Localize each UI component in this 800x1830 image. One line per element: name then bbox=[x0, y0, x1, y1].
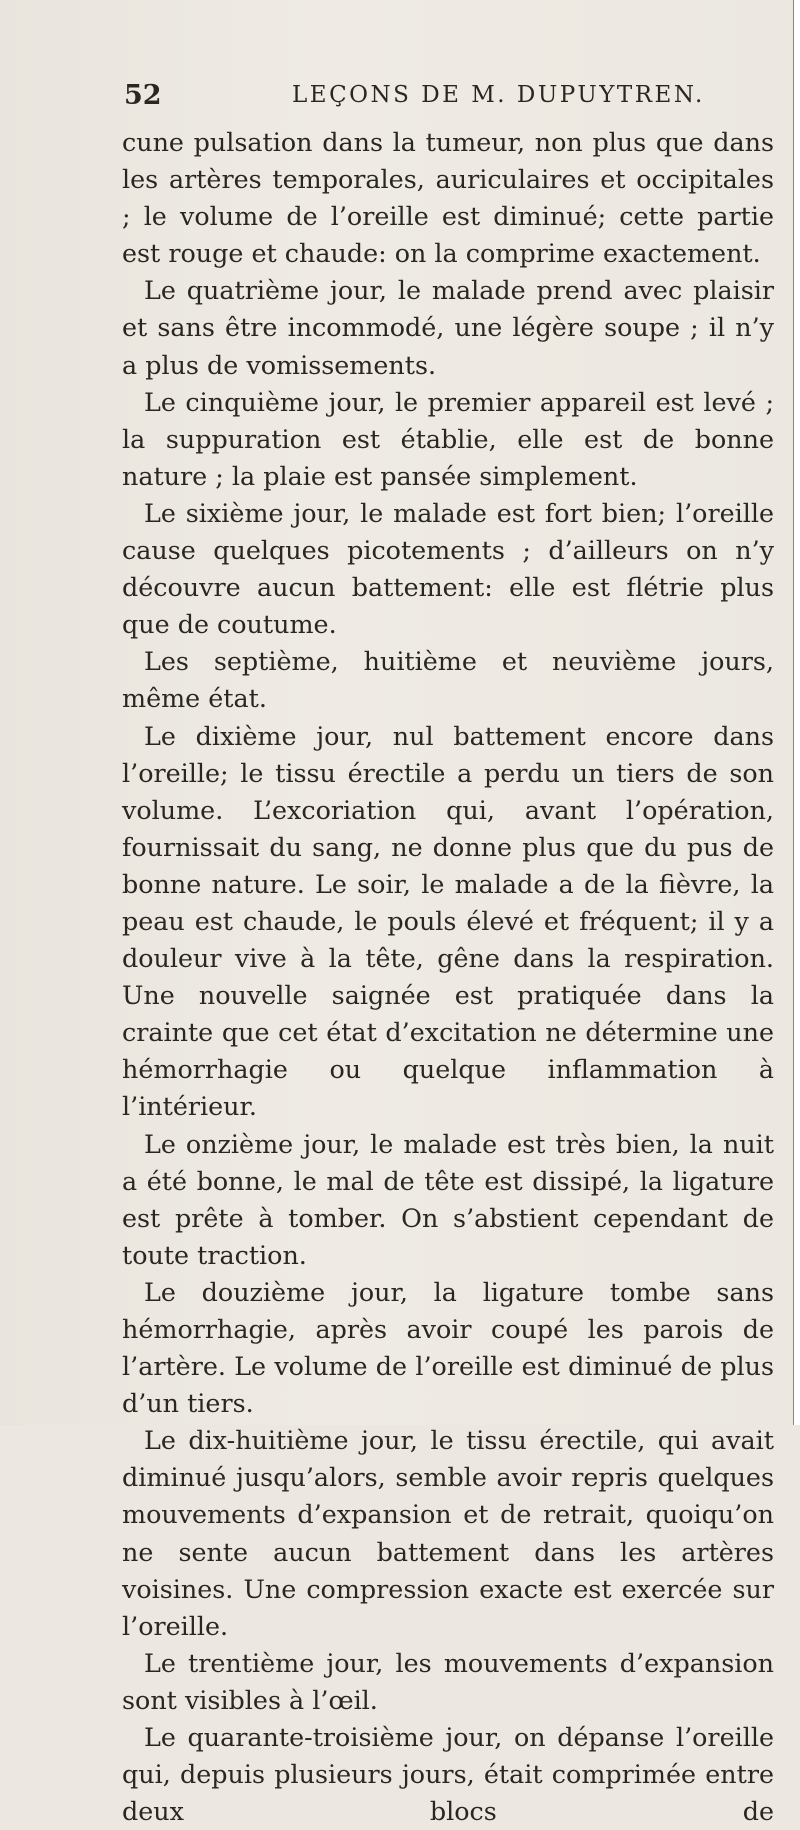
page-number: 52 bbox=[124, 80, 162, 111]
paragraph: Le onzième jour, le malade est très bien, la nuit a été bonne, le mal de tête est dissipé, la ligature est prête à tomber. On s’abstient cependant de toute traction. bbox=[122, 1128, 774, 1270]
paragraph: Le cinquième jour, le premier appareil est levé ; la suppuration est établie, elle est de bonne nature ; la plaie est pansée simplement. bbox=[122, 386, 774, 491]
paragraph: cune pulsation dans la tumeur, non plus que dans les artères temporales, auriculaires et occipitales ; le volume de l’oreille est diminué; cette partie est rouge et chaude: on la comprime exactement. bbox=[122, 127, 774, 269]
paragraph: Le quarante-troisième jour, on dépanse l’oreille qui, depuis plusieurs jours, était comprimée entre deux blocs de bbox=[122, 1722, 774, 1827]
running-head: LEÇONS DE M. DUPUYTREN. bbox=[292, 82, 705, 108]
paragraph: Le dixième jour, nul battement encore dans l’oreille; le tissu érectile a perdu un tiers de son volume. L’excoriation qui, avant l’opération, fournissait du sang, ne donne plus que du pus de bonne nature. Le soir, le malade a de la fièvre, la peau est chaude, le pouls élevé et fréquent; il y a douleur vive à la tête, gêne dans la respiration. Une nouvelle saignée est pratiquée dans la crainte que cet état d’excitation ne détermine une hémorrhagie ou quelque inflammation à l’intérieur. bbox=[122, 720, 774, 1122]
paragraph: Le quatrième jour, le malade prend avec plaisir et sans être incommodé, une légère soupe ; il n’y a plus de vomissements. bbox=[122, 275, 774, 380]
body-text bbox=[122, 124, 774, 1830]
paragraph: Les septième, huitième et neuvième jours, même état. bbox=[122, 646, 774, 714]
page-header bbox=[124, 80, 744, 116]
paragraph: Le dix-huitième jour, le tissu érectile, qui avait diminué jusqu’alors, semble avoir repris quelques mouvements d’expansion et de retrait, quoiqu’on ne sente aucun battement dans les artères voisines. Une compression exacte est exercée sur l’oreille. bbox=[122, 1425, 774, 1641]
page-edge bbox=[794, 0, 800, 1425]
paragraph: Le trentième jour, les mouvements d’expansion sont visibles à l’œil. bbox=[122, 1647, 774, 1715]
paragraph: Le douzième jour, la ligature tombe sans hémorrhagie, après avoir coupé les parois de l’artère. Le volume de l’oreille est diminué de plus d’un tiers. bbox=[122, 1276, 774, 1419]
paragraph: Le sixième jour, le malade est fort bien; l’oreille cause quelques picotements ; d’ailleurs on n’y découvre aucun battement: elle est flétrie plus que de coutume. bbox=[122, 497, 774, 640]
